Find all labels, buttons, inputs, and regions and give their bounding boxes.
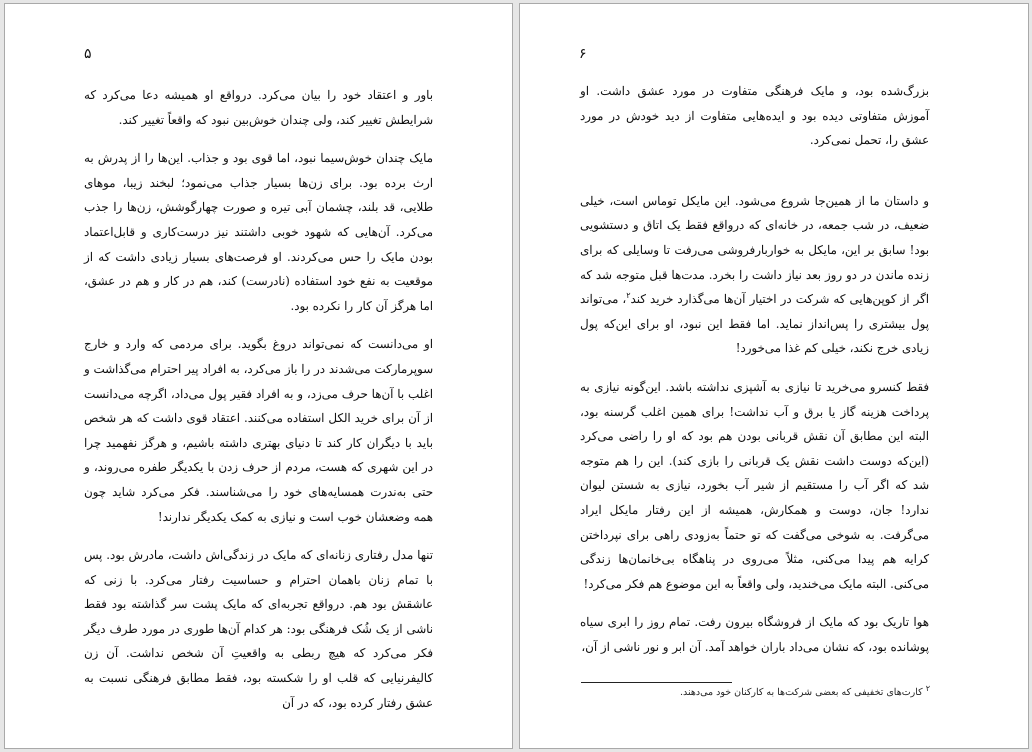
footnote-reference: ۲	[626, 291, 631, 301]
right-page	[519, 3, 1029, 749]
paragraph: باور و اعتقاد خود را بیان می‌کرد. درواقع او همیشه دعا می‌کرد که شرایطش تغییر کند، ولی چندان خوش‌بین نبود که واقعاً تغییر کند.	[84, 88, 433, 127]
paragraph: تنها مدل رفتاری زنانه‌ای که مایک در زندگی‌اش داشت، مادرش بود. پس با تمام زنان باهمان احترام و حساسیت رفتار می‌کرد. با زنی که عاشقش بود هم. درواقع تجربه‌ای که مایک پشت سر گذاشته بود فقط ناشی از یک شُک فرهنگی بود: هر کدام آن‌ها طوری در مورد طرف دیگر فکر می‌کرد که هیچ ربطی به واقعیتِ آن شخص نداشت. آن زن کالیفرنیایی که قلب او را شکسته بود، فقط مطابق فرهنگی نسبت به عشق رفتار کرده بود، که در آن	[84, 548, 433, 710]
paragraph: هوا تاریک بود که مایک از فروشگاه بیرون رفت. تمام روز را ابری سیاه پوشانده بود، که نشان می‌داد باران خواهد آمد. آن ابر و نور ناشی از آن،	[580, 615, 929, 654]
page-number: ۶	[579, 46, 587, 62]
paragraph: او می‌دانست که نمی‌تواند دروغ بگوید. برای مردمی که وارد و خارج سوپرمارکت می‌شدند در را باز می‌کرد، به افراد پیر احترام می‌گذاشت و اغلب با آن‌ها حرف می‌زد، و به افراد فقیر پول می‌داد، اگرچه می‌دانست از آن برای خرید الکل استفاده می‌کنند. اعتقاد قوی داشت که هر شخص باید با دیگران کار کند تا دنیای بهتری داشته باشیم، و هرگز نفهمید چرا در این شهری که هست، مردم از حرف زدن با یکدیگر طفره می‌روند، و حتی به‌ندرت همسایه‌های خود را می‌شناسند. فکر می‌کرد شاید چون همه وضعشان خوب است و نیازی به کمک یکدیگر ندارند!	[84, 337, 433, 524]
footnote	[580, 683, 930, 698]
footnote-mark: ۲	[925, 683, 930, 693]
page-number: ۵	[84, 46, 92, 62]
footnote-text: کارت‌های تخفیفی که بعضی شرکت‌ها به کارکنان خود می‌دهند.	[679, 687, 923, 698]
paragraph: مایک چندان خوش‌سیما نبود، اما قوی بود و جذاب. این‌ها را از پدرش به ارث برده بود. برای زن‌ها بسیار جذاب می‌نمود؛ لبخند زیبا، موهای طلایی، قد بلند، چشمان آبی تیره و صورت چهارگوشش، زن‌ها را جذب می‌کرد. آن‌هایی که شهود خوبی داشتند نیز درست‌کاری و قابل‌اعتماد بودن مایک را حس می‌کردند. او فرصت‌های بسیار زیادی داشت که از موقعیت به نفع خود استفاده (نادرست) کند، هم در کار و هم در عشق، اما هرگز آن کار را نکرده بود.	[84, 151, 433, 313]
paragraph: فقط کنسرو می‌خرید تا نیازی به آشپزی نداشته باشد. این‌گونه نیازی به پرداخت هزینه گاز یا برق و آب نداشت! برای همین اغلب گرسنه بود، البته این مطابق آن نقش قربانی بودن هم بود که او را راضی می‌کرد (این‌که دوست داشت نقش یک قربانی را بازی کند). این را هم متوجه شد که اگر آب را مستقیم از شیر آب بخورد، نیازی به شستن لیوان ندارد! جان، دوست و همکارش، همیشه از این رفتار مایکل ایراد می‌گرفت. به شوخی می‌گفت که تو حتماً به‌زودی راهی برای نپرداختن کرایه هم پیدا می‌کنی، مثلاً می‌روی در پناهگاه بی‌خانمان‌ها زندگی می‌کنی. البته مایک می‌خندید، ولی واقعاً به این موضوع هم فکر می‌کرد!	[580, 379, 929, 591]
page-body	[84, 83, 433, 729]
left-page	[4, 3, 513, 749]
footnote-separator	[581, 682, 732, 683]
paragraph-text: و داستان ما از همین‌جا شروع می‌شود. این مایکل توماس است، خیلی ضعیف، در شب جمعه، در خانه‌ای که درواقع فقط یک اتاق و دستشویی بود! سابق بر این، مایکل به خواربارفروشی می‌رفت تا وسایلی که برای زنده ماندن در دو روز بعد نیاز داشت را بخرد. مدت‌ها قبل متوجه شد که اگر از کوپن‌هایی که شرکت در اختیار آن‌ها می‌گذارد خرید کند	[580, 193, 930, 307]
paragraph	[580, 189, 929, 361]
page-body	[580, 79, 929, 673]
paragraph: بزرگ‌شده بود، و مایک فرهنگی متفاوت در مورد عشق داشت. او آموزش متفاوتی دیده بود و ایده‌هایی متفاوت از دید خودش در مورد عشق را، تحمل نمی‌کرد.	[580, 84, 929, 148]
paragraph-text: ، می‌تواند پول بیشتری را پس‌انداز نماید. اما فقط این نبود، او برای این‌که پول زیادی خرج نکند، خیلی کم غذا می‌خورد!	[580, 292, 929, 356]
